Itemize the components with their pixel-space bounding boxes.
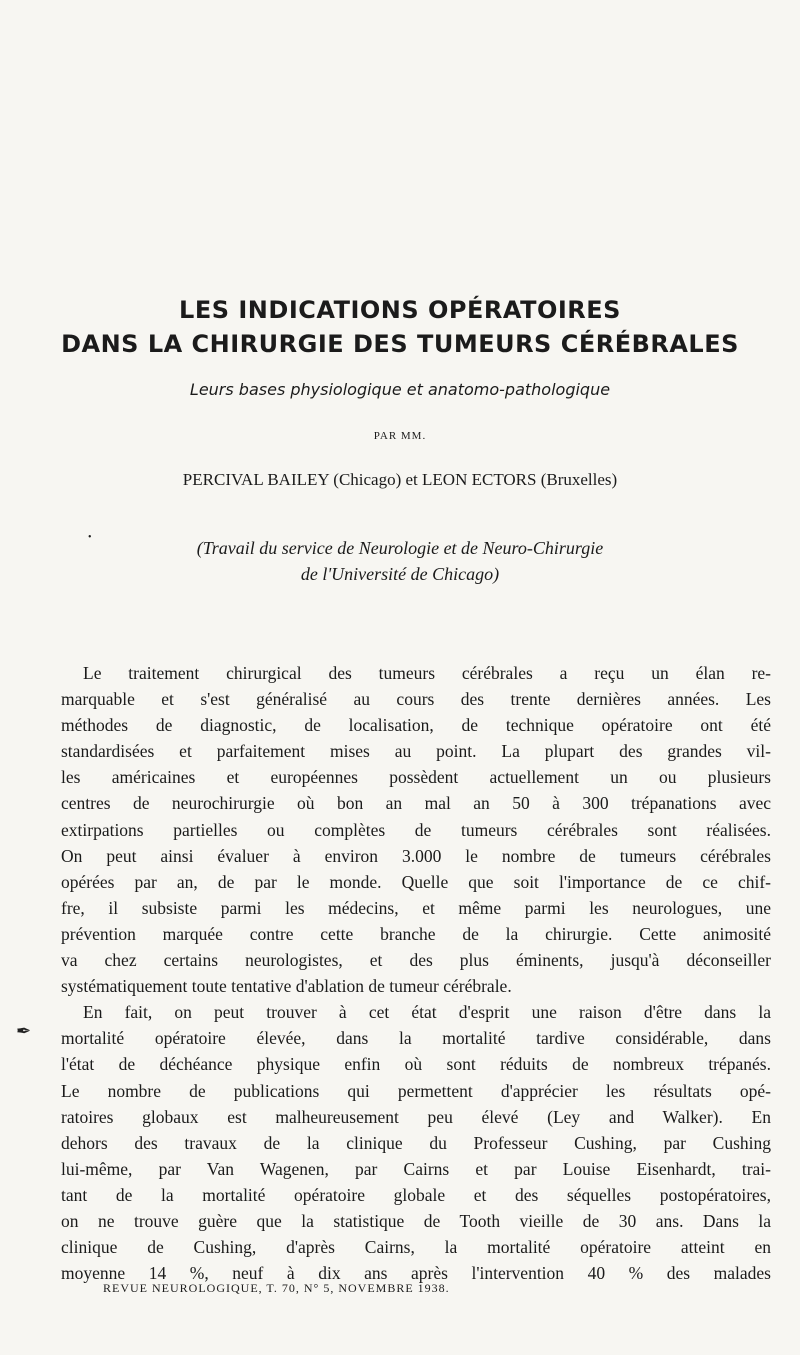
affiliation-line-1: (Travail du service de Neurologie et de Neuro-Chirurgie: [196, 538, 604, 558]
body-line: va chez certains neurologistes, et des plus éminents, jusqu'à déconseiller: [61, 950, 771, 971]
body-line: extirpations partielles ou complètes de tumeurs cérébrales sont réalisées.: [61, 819, 771, 840]
body-line: prévention marquée contre cette branche de la chirurgie. Cette animosité: [61, 923, 771, 944]
body-line: Le traitement chirurgical des tumeurs cérébrales a reçu un élan re-: [83, 663, 771, 683]
body-line: méthodes de diagnostic, de localisation, de technique opératoire ont été: [61, 715, 771, 736]
journal-footer: REVUE NEUROLOGIQUE, T. 70, N° 5, NOVEMBRE 1938.: [103, 1281, 450, 1295]
body-line: les américaines et européennes possèdent actuellement un ou plusieurs: [61, 767, 771, 788]
body-line: standardisées et parfaitement mises au point. La plupart des grandes vil-: [61, 741, 771, 762]
body-line: centres de neurochirurgie où bon an mal an 50 à 300 trépanations avec: [61, 793, 771, 814]
body-line: Le nombre de publications qui permettent d'apprécier les résultats opé-: [61, 1080, 771, 1101]
par-mm-label: PAR MM.: [373, 430, 427, 442]
body-line: mortalité opératoire élevée, dans la mortalité tardive considérable, dans: [61, 1028, 771, 1049]
body-line: ratoires globaux est malheureusement peu élevé (Ley and Walker). En: [61, 1106, 771, 1127]
body-line: dehors des travaux de la clinique du Professeur Cushing, par Cushing: [61, 1132, 771, 1153]
body-line: En fait, on peut trouver à cet état d'esprit une raison d'être dans la: [83, 1002, 771, 1023]
body-line: systématiquement toute tentative d'ablation de tumeur cérébrale.: [61, 976, 512, 997]
body-line: moyenne 14 %, neuf à dix ans après l'intervention 40 % des malades: [61, 1263, 771, 1284]
body-line: clinique de Cushing, d'après Cairns, la mortalité opératoire atteint en: [61, 1237, 771, 1258]
authors-line: PERCIVAL BAILEY (Chicago) et LEON ECTORS (Bruxelles): [182, 470, 618, 489]
article-title-line-1: LES INDICATIONS OPÉRATOIRES: [179, 296, 621, 324]
body-line: on ne trouve guère que la statistique de Tooth vieille de 30 ans. Dans la: [61, 1210, 771, 1231]
body-line: tant de la mortalité opératoire globale et des séquelles postopératoires,: [61, 1184, 771, 1205]
affiliation-line-2: de l'Université de Chicago): [300, 564, 500, 584]
margin-dot-mark: •: [88, 532, 92, 543]
body-line: On peut ainsi évaluer à environ 3.000 le nombre de tumeurs cérébrales: [61, 845, 771, 866]
article-title-line-2: DANS LA CHIRURGIE DES TUMEURS CÉRÉBRALES: [61, 330, 739, 358]
body-line: marquable et s'est généralisé au cours des trente dernières années. Les: [61, 689, 771, 710]
body-line: l'état de déchéance physique enfin où sont réduits de nombreux trépanés.: [61, 1054, 771, 1075]
body-line: opérées par an, de par le monde. Quelle que soit l'importance de ce chif-: [61, 871, 771, 892]
body-line: fre, il subsiste parmi les médecins, et même parmi les neurologues, une: [61, 897, 771, 918]
body-line: lui-même, par Van Wagenen, par Cairns et par Louise Eisenhardt, trai-: [61, 1158, 771, 1179]
margin-ink-mark-icon: ✒: [16, 1021, 32, 1041]
article-body: [61, 660, 771, 1286]
article-subtitle: Leurs bases physiologique et anatomo-pathologique: [189, 380, 611, 399]
